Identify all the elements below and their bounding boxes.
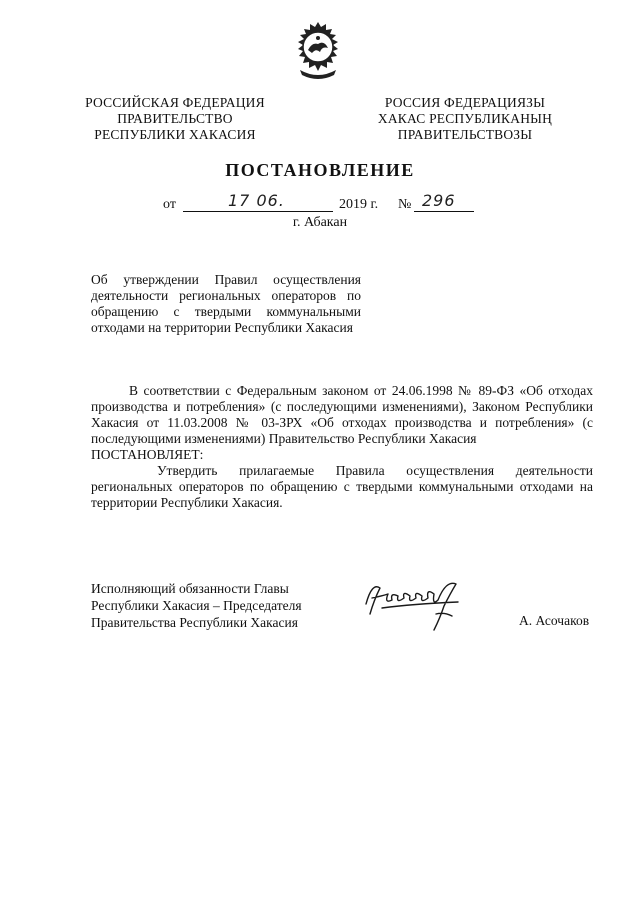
body-paragraph-1-text: В соответствии с Федеральным законом от 24.06.1998 № 89-ФЗ «Об отходах производства и потребления» (с последующими изменениями), Законом Республики Хакасия от 11.03.2008 № 03-ЗРХ «Об отходах производства и потребления» (с последующими изменениями) Правительство Республики Хакасия bbox=[91, 383, 593, 446]
document-title: ПОСТАНОВЛЕНИЕ bbox=[225, 160, 415, 180]
date-handwritten: 17 06. bbox=[228, 191, 285, 210]
signer-position bbox=[91, 580, 331, 631]
signer-position-line: Правительства Республики Хакасия bbox=[91, 615, 298, 630]
handwritten-signature bbox=[362, 574, 472, 636]
header-left-line: ПРАВИТЕЛЬСТВО bbox=[117, 111, 233, 126]
decree-word: ПОСТАНОВЛЯЕТ: bbox=[91, 447, 204, 462]
document-subject: Об утверждении Правил осуществления деятельности региональных операторов по обращению с твердыми коммунальными отходами на территории Республики Хакасия bbox=[91, 272, 361, 335]
number-handwritten: 296 bbox=[422, 191, 456, 210]
header-left-line: РОССИЙСКАЯ ФЕДЕРАЦИЯ bbox=[85, 95, 265, 110]
coat-of-arms-emblem bbox=[290, 20, 346, 82]
date-from-label: от bbox=[163, 197, 176, 212]
header-left-block bbox=[80, 95, 270, 143]
signer-name: А. Асочаков bbox=[519, 613, 590, 628]
header-right-line: РОССИЯ ФЕДЕРАЦИЯЗЫ bbox=[384, 95, 546, 110]
city-label: г. Абакан bbox=[292, 215, 348, 230]
number-label: № bbox=[398, 197, 412, 212]
header-right-line: ПРАВИТЕЛЬСТВОЗЫ bbox=[397, 127, 533, 142]
year-label: 2019 г. bbox=[339, 197, 379, 212]
signer-position-line: Республики Хакасия – Председателя bbox=[91, 598, 302, 613]
header-right-line: ХАКАС РЕСПУБЛИКАНЫҢ bbox=[377, 111, 553, 126]
signer-position-line: Исполняющий обязанности Главы bbox=[91, 581, 289, 596]
body-paragraph-1 bbox=[91, 383, 593, 463]
header-right-block bbox=[370, 95, 560, 143]
body-paragraph-2: Утвердить прилагаемые Правила осуществления деятельности региональных операторов по обращению с твердыми коммунальными отходами на территории Республики Хакасия. bbox=[91, 463, 593, 510]
header-left-line: РЕСПУБЛИКИ ХАКАСИЯ bbox=[94, 127, 256, 142]
